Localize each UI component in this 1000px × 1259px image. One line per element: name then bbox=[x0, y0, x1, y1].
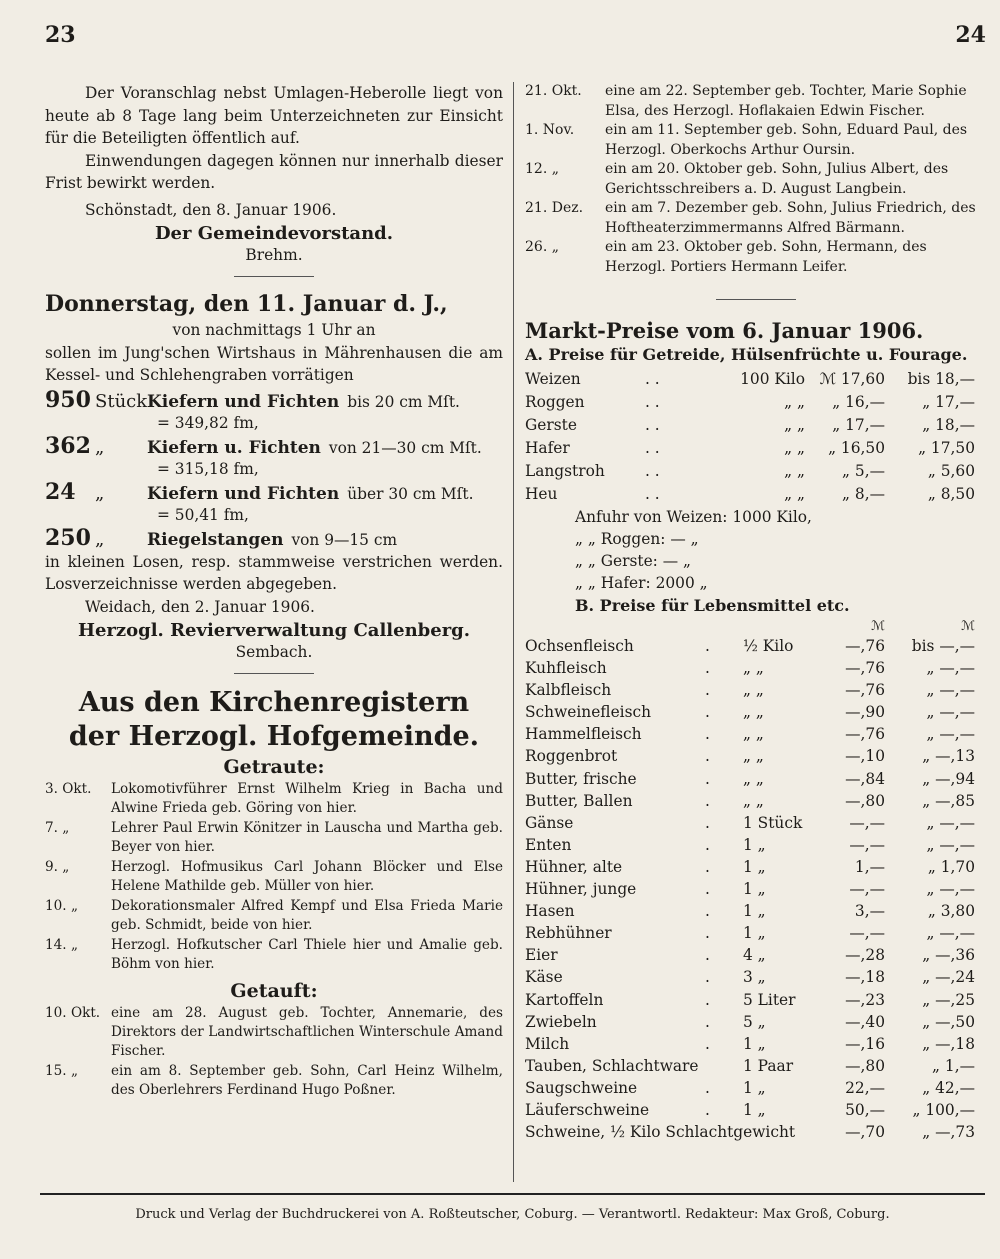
list-item: 14. „ Herzogl. Hofkutscher Carl Thiele hier und Amalie geb. Böhm von hier. bbox=[45, 937, 503, 972]
table-row bbox=[525, 790, 987, 812]
auction-place-date: Weidach, den 2. Januar 1906. bbox=[85, 597, 315, 616]
table-row bbox=[525, 1033, 987, 1055]
food-cell-name: Hühner, junge bbox=[525, 880, 637, 899]
table-row bbox=[525, 900, 987, 922]
food-cell-pb: „ —,— bbox=[926, 703, 975, 722]
table-row bbox=[525, 1099, 987, 1121]
food-cell-pb: „ 42,— bbox=[922, 1078, 975, 1097]
food-cell-pb: „ —,— bbox=[926, 835, 975, 854]
food-cell-d: . bbox=[705, 968, 710, 987]
food-cell-pb: „ 3,80 bbox=[927, 902, 975, 921]
list-item: 10. Okt. eine am 28. August geb. Tochter, Annemarie, des Direktors der Landwirtschaftlichen Winterschule Amand Fischer. bbox=[45, 1005, 503, 1059]
food-cell-u: ½ Kilo bbox=[743, 637, 794, 655]
currency-header-row bbox=[525, 619, 987, 635]
auction-heading: Donnerstag, den 11. Januar d. J., bbox=[45, 291, 448, 317]
food-cell-name: Gänse bbox=[525, 813, 574, 832]
baptisms-list bbox=[45, 1004, 503, 1100]
table-row: Heu . . „ „ „ 8,— „ 8,50 bbox=[525, 485, 975, 503]
food-cell-d: . bbox=[705, 902, 710, 921]
food-cell-d: . bbox=[705, 835, 710, 854]
page-number-left: 23 bbox=[45, 22, 76, 48]
grain-prices-heading: A. Preise für Getreide, Hülsenfrüchte u. Fourage. bbox=[525, 345, 968, 364]
voranschlag-text-2: Einwendungen dagegen können nur innerhalb dieser Frist bewirkt werden. bbox=[45, 151, 503, 192]
food-cell-name: Kartoffeln bbox=[525, 990, 604, 1009]
wood-list bbox=[45, 387, 503, 551]
food-cell-d: . bbox=[705, 880, 710, 899]
food-cell-name: Kalbfleisch bbox=[525, 681, 612, 700]
food-cell-u: 1 „ bbox=[743, 902, 766, 921]
food-cell-pa: 50,— bbox=[845, 1100, 885, 1119]
food-cell-pa: —,80 bbox=[845, 1056, 885, 1075]
list-item: 1. Nov. ein am 11. September geb. Sohn, Eduard Paul, des Herzogl. Oberkochs Arthur Oursin. bbox=[525, 122, 968, 158]
food-cell-d: . bbox=[705, 703, 710, 722]
auction-time: von nachmittags 1 Uhr an bbox=[172, 321, 376, 339]
divider bbox=[716, 299, 796, 300]
food-cell-u: „ „ bbox=[743, 791, 764, 810]
food-cell-d: . bbox=[705, 637, 710, 655]
food-cell-d: . bbox=[705, 1012, 710, 1031]
food-cell-pa: —,— bbox=[849, 880, 885, 899]
wood-volume: = 50,41 fm, bbox=[157, 505, 249, 524]
list-item: 7. „ Lehrer Paul Erwin Könitzer in Lauscha und Martha geb. Beyer von hier. bbox=[45, 820, 503, 855]
food-cell-u: 3 „ bbox=[743, 968, 766, 987]
list-item: 12. „ ein am 20. Oktober geb. Sohn, Julius Albert, des Gerichtsschreibers a. D. August Langbein. bbox=[525, 161, 949, 197]
food-cell-name: Butter, frische bbox=[525, 769, 637, 788]
food-cell-u: 1 „ bbox=[743, 924, 766, 943]
auction-signature: Herzogl. Revierverwaltung Callenberg. bbox=[77, 620, 471, 641]
food-cell-u: 1 „ bbox=[743, 1078, 766, 1097]
table-row bbox=[525, 944, 987, 966]
table-row bbox=[525, 679, 987, 701]
delivery-line: „ „ Gerste: — „ bbox=[575, 552, 692, 570]
food-cell-d: . bbox=[705, 813, 710, 832]
food-cell-name: Hasen bbox=[525, 902, 575, 921]
table-row bbox=[525, 1055, 987, 1077]
food-cell-u: „ „ bbox=[743, 681, 764, 700]
food-cell-d: . bbox=[705, 1034, 710, 1053]
table-row: Hafer . . „ „ „ 16,50 „ 17,50 bbox=[525, 439, 975, 457]
food-cell-pa: —,18 bbox=[845, 968, 885, 987]
food-cell-d: . bbox=[705, 946, 710, 965]
baptisms-heading: Getauft: bbox=[230, 980, 318, 1002]
table-row bbox=[525, 989, 987, 1011]
delivery-list bbox=[575, 506, 987, 594]
delivery-line: „ „ Roggen: — „ bbox=[575, 530, 699, 548]
food-cell-pa: —,— bbox=[849, 924, 885, 943]
auction-name: Sembach. bbox=[235, 643, 313, 661]
divider bbox=[234, 673, 314, 674]
right-column bbox=[525, 82, 987, 1143]
food-cell-name: Hühner, alte bbox=[525, 857, 623, 876]
food-cell-pb: „ 100,— bbox=[912, 1100, 975, 1119]
imprint-footer: Druck und Verlag der Buchdruckerei von A. Roßteutscher, Coburg. — Verantwortl. Redakteur: Max Groß, Coburg. bbox=[40, 1193, 985, 1222]
food-cell-pa: —,90 bbox=[845, 703, 885, 722]
food-cell-name: Butter, Ballen bbox=[525, 791, 633, 810]
voranschlag-text-1: Der Voranschlag nebst Umlagen-Heberolle liegt von heute ab 8 Tage lang beim Unterzeichneten zur Einsicht für die Beteiligten öffentlich auf. bbox=[45, 84, 503, 147]
food-cell-u: 5 Liter bbox=[743, 990, 796, 1009]
food-cell-pb: „ —,18 bbox=[922, 1034, 975, 1053]
food-cell-pb: bis —,— bbox=[911, 637, 975, 655]
list-item: 26. „ ein am 23. Oktober geb. Sohn, Hermann, des Herzogl. Portiers Hermann Leifer. bbox=[525, 239, 927, 275]
church-register-title: Aus den Kirchenregistern bbox=[78, 687, 470, 718]
food-cell-d: . bbox=[705, 924, 710, 943]
table-row bbox=[525, 635, 987, 657]
church-register-subtitle: der Herzogl. Hofgemeinde. bbox=[68, 721, 480, 752]
table-row bbox=[525, 701, 987, 723]
table-row: Roggen . . „ „ „ 16,— „ 17,— bbox=[525, 393, 975, 411]
table-row bbox=[525, 834, 987, 856]
table-row bbox=[525, 922, 987, 944]
list-item: 21. Dez. ein am 7. Dezember geb. Sohn, Julius Friedrich, des Hoftheaterzimmermanns Alfred Bärmann. bbox=[525, 200, 976, 236]
food-cell-pb: „ 1,70 bbox=[927, 857, 975, 876]
food-cell-pa: —,— bbox=[849, 835, 885, 854]
food-cell-pb: „ —,— bbox=[926, 725, 975, 744]
voranschlag-place-date: Schönstadt, den 8. Januar 1906. bbox=[85, 200, 337, 219]
food-cell-name: Hammelfleisch bbox=[525, 725, 642, 744]
table-row: Langstroh . . „ „ „ 5,— „ 5,60 bbox=[525, 462, 975, 480]
food-cell-pb: „ —,36 bbox=[922, 946, 975, 965]
list-item: 10. „ Dekorationsmaler Alfred Kempf und Elsa Frieda Marie geb. Schmidt, beide von hier. bbox=[45, 898, 503, 933]
food-cell-u: 4 „ bbox=[743, 946, 766, 965]
food-cell-pb: „ —,13 bbox=[922, 747, 975, 766]
food-cell-pa: —,70 bbox=[845, 1123, 885, 1142]
food-cell-u: 1 „ bbox=[743, 1100, 766, 1119]
food-cell-name: Milch bbox=[525, 1034, 570, 1053]
food-cell-d: . bbox=[705, 791, 710, 810]
food-cell-d: . bbox=[705, 1078, 710, 1097]
food-cell-name: Kuhfleisch bbox=[525, 659, 607, 678]
marriages-list bbox=[45, 780, 503, 974]
food-price-table bbox=[525, 635, 987, 1143]
food-cell-u: 1 „ bbox=[743, 880, 766, 899]
food-cell-name: Schweinefleisch bbox=[525, 703, 652, 722]
food-cell-pa: 22,— bbox=[845, 1078, 885, 1097]
food-cell-pa: —,16 bbox=[845, 1034, 885, 1053]
table-row bbox=[525, 657, 987, 679]
food-cell-d: . bbox=[705, 659, 710, 678]
food-cell-pa: —,28 bbox=[845, 946, 885, 965]
food-cell-pb: „ —,73 bbox=[922, 1123, 975, 1142]
food-cell-u: 1 „ bbox=[743, 857, 766, 876]
table-row bbox=[525, 856, 987, 878]
market-prices-title: Markt-Preise vom 6. Januar 1906. bbox=[525, 318, 924, 343]
currency-mark: ℳ bbox=[871, 619, 885, 634]
food-prices-heading: B. Preise für Lebensmittel etc. bbox=[575, 596, 850, 615]
food-cell-pb: „ —,94 bbox=[922, 769, 975, 788]
wood-volume: = 315,18 fm, bbox=[157, 459, 259, 478]
food-cell-d: . bbox=[705, 990, 710, 1009]
list-item: 3. Okt. Lokomotivführer Ernst Wilhelm Krieg in Bacha und Alwine Frieda geb. Göring von hier. bbox=[45, 781, 503, 816]
voranschlag-name: Brehm. bbox=[245, 246, 303, 264]
food-cell-pb: „ —,85 bbox=[922, 791, 975, 810]
table-row bbox=[525, 1077, 987, 1099]
food-cell-u: 1 „ bbox=[743, 835, 766, 854]
food-cell-name: Enten bbox=[525, 835, 572, 854]
divider bbox=[234, 276, 314, 277]
food-cell-pa: 3,— bbox=[854, 902, 885, 921]
page-number-right: 24 bbox=[955, 22, 986, 48]
delivery-line: Anfuhr von Weizen: 1000 Kilo, bbox=[575, 508, 812, 526]
food-cell-d bbox=[705, 1055, 743, 1077]
food-cell-d: . bbox=[705, 769, 710, 788]
food-cell-u: „ „ bbox=[743, 659, 764, 678]
column-divider bbox=[513, 82, 514, 1182]
table-row: Weizen . . 100 Kilo ℳ 17,60 bis 18,— bbox=[525, 370, 975, 388]
food-cell-name: Saugschweine bbox=[525, 1078, 638, 1097]
table-row bbox=[525, 1011, 987, 1033]
food-cell-pb: „ —,— bbox=[926, 924, 975, 943]
voranschlag-signature: Der Gemeindevorstand. bbox=[154, 223, 394, 244]
food-cell-u: „ „ bbox=[743, 703, 764, 722]
food-cell-pa: —,76 bbox=[845, 637, 885, 655]
list-item: 15. „ ein am 8. September geb. Sohn, Carl Heinz Wilhelm, des Oberlehrers Ferdinand Hugo Poßner. bbox=[45, 1063, 503, 1098]
food-cell-name: Käse bbox=[525, 968, 563, 987]
food-cell-pb: „ —,50 bbox=[922, 1012, 975, 1031]
food-cell-pb: „ 1,— bbox=[932, 1056, 975, 1075]
table-row bbox=[525, 723, 987, 745]
food-cell-pa: —,10 bbox=[845, 747, 885, 766]
food-cell-pa: 1,— bbox=[854, 857, 885, 876]
food-cell-pb: „ —,— bbox=[926, 659, 975, 678]
food-cell-u: „ „ bbox=[743, 747, 764, 766]
food-cell-pa: —,76 bbox=[845, 659, 885, 678]
delivery-line: „ „ Hafer: 2000 „ bbox=[575, 574, 708, 592]
currency-mark: ℳ bbox=[961, 619, 975, 634]
food-cell-u: 1 Paar bbox=[743, 1056, 794, 1075]
wood-row: 950 Stück Kiefern und Fichten bis 20 cm Mſt. bbox=[45, 386, 460, 413]
left-column bbox=[45, 82, 503, 1101]
food-cell-d: . bbox=[705, 747, 710, 766]
table-row: Gerste . . „ „ „ 17,— „ 18,— bbox=[525, 416, 975, 434]
food-cell-d: . bbox=[705, 681, 710, 700]
food-cell-u: „ „ bbox=[743, 725, 764, 744]
food-cell-u: 1 „ bbox=[743, 1034, 766, 1053]
food-cell-pb: „ —,— bbox=[926, 681, 975, 700]
food-cell-name: Ochsenfleisch bbox=[525, 637, 634, 655]
food-cell-name: Schweine, ½ Kilo Schlachtgewicht bbox=[525, 1123, 796, 1142]
food-cell-u: 1 Stück bbox=[743, 813, 803, 832]
food-cell-name: Eier bbox=[525, 946, 558, 965]
table-row bbox=[525, 878, 987, 900]
auction-tail: in kleinen Losen, resp. stammweise verstrichen werden. Losverzeichnisse werden abgegeben. bbox=[45, 552, 503, 593]
table-row bbox=[525, 812, 987, 834]
wood-row: 24 „ Kiefern und Fichten über 30 cm Mſt. bbox=[45, 478, 474, 505]
food-cell-pa: —,23 bbox=[845, 990, 885, 1009]
food-cell-u: „ „ bbox=[743, 769, 764, 788]
baptisms-list-continued bbox=[525, 82, 987, 277]
food-cell-d: . bbox=[705, 725, 710, 744]
food-cell-name: Tauben, Schlachtware bbox=[525, 1056, 699, 1075]
food-cell-pa: —,76 bbox=[845, 681, 885, 700]
food-cell-name: Läuferschweine bbox=[525, 1100, 650, 1119]
table-row bbox=[525, 1121, 987, 1143]
table-row bbox=[525, 966, 987, 988]
food-cell-pa: —,80 bbox=[845, 791, 885, 810]
marriages-heading: Getraute: bbox=[223, 756, 325, 778]
list-item: 21. Okt. eine am 22. September geb. Tochter, Marie Sophie Elsa, des Herzogl. Hoflakaien Edwin Fischer. bbox=[525, 83, 967, 119]
table-row bbox=[525, 768, 987, 790]
grain-price-table bbox=[525, 368, 987, 506]
food-cell-pb: „ —,— bbox=[926, 813, 975, 832]
wood-row: 362 „ Kiefern u. Fichten von 21—30 cm Mſt. bbox=[45, 432, 482, 459]
wood-row: 250 „ Riegelstangen von 9—15 cm bbox=[45, 524, 398, 551]
food-cell-d: . bbox=[705, 1100, 710, 1119]
food-cell-name: Roggenbrot bbox=[525, 747, 618, 766]
table-row bbox=[525, 745, 987, 767]
food-cell-name: Rebhühner bbox=[525, 924, 612, 943]
food-cell-pa: —,40 bbox=[845, 1012, 885, 1031]
food-cell-d: . bbox=[705, 857, 710, 876]
food-cell-pb: „ —,— bbox=[926, 880, 975, 899]
auction-intro: sollen im Jung'schen Wirtshaus in Mährenhausen die am Kessel- und Schlehengraben vorrätigen bbox=[45, 343, 503, 384]
food-cell-pb: „ —,24 bbox=[922, 968, 975, 987]
food-cell-pa: —,— bbox=[849, 813, 885, 832]
food-cell-pa: —,76 bbox=[845, 725, 885, 744]
food-cell-u: 5 „ bbox=[743, 1012, 766, 1031]
food-cell-pa: —,84 bbox=[845, 769, 885, 788]
food-cell-pb: „ —,25 bbox=[922, 990, 975, 1009]
food-cell-name: Zwiebeln bbox=[525, 1012, 597, 1031]
wood-volume: = 349,82 fm, bbox=[157, 413, 259, 432]
list-item: 9. „ Herzogl. Hofmusikus Carl Johann Blöcker und Else Helene Mathilde geb. Müller von hier. bbox=[45, 859, 503, 894]
